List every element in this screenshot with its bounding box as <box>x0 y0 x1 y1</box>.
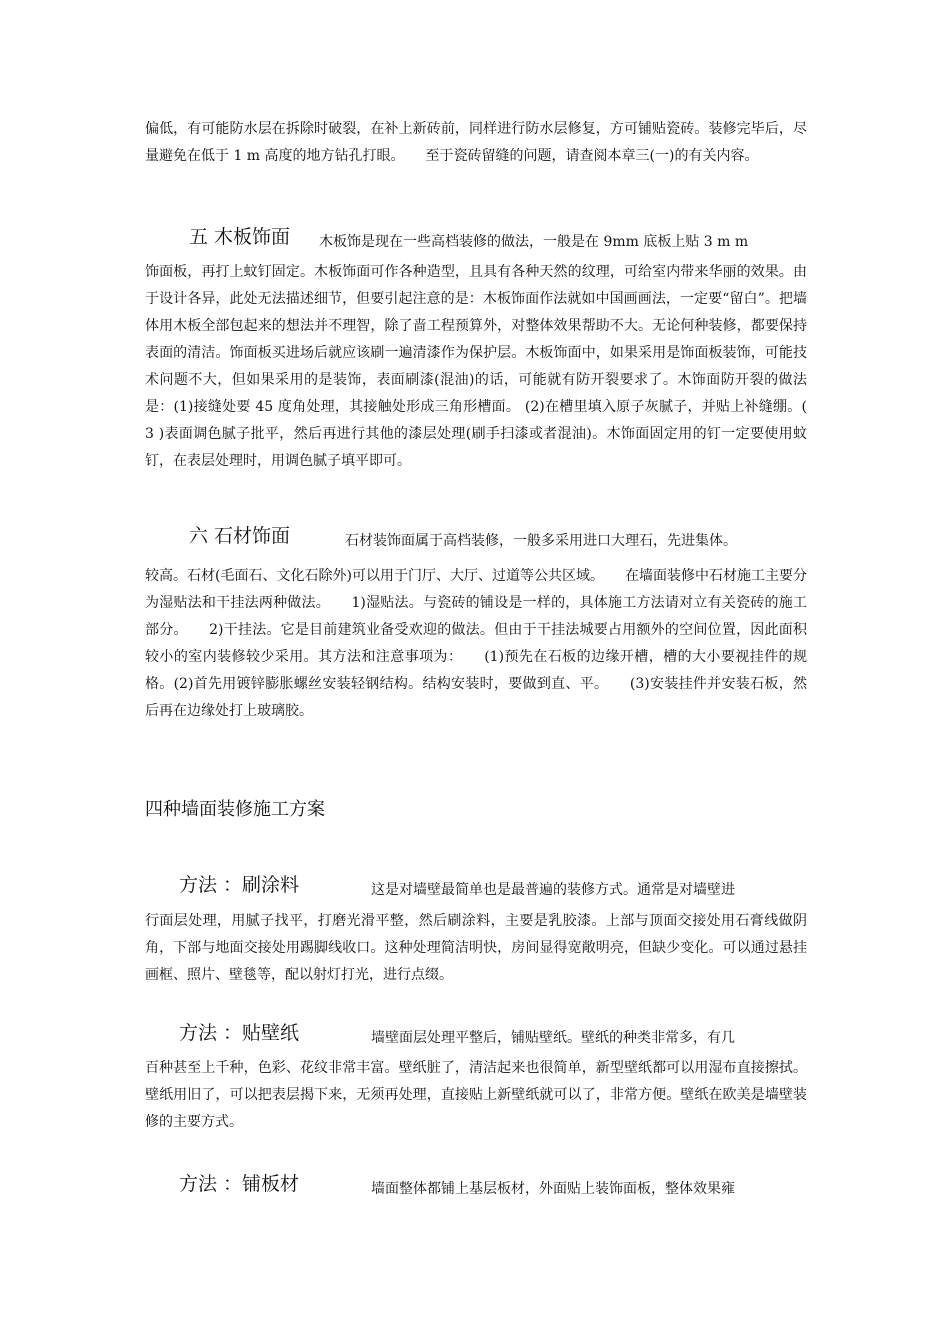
section-wood-heading: 五 木板饰面 <box>189 226 291 248</box>
method-wallpaper-heading-line <box>145 1018 807 1052</box>
section-stone-heading: 六 石材饰面 <box>189 525 291 547</box>
section-wood-heading-line <box>145 222 807 256</box>
section-stone-lead: 石材装饰面属于高档装修，一般多采用进口大理石，先进集体。 <box>345 533 737 549</box>
section-wood-lead: 木板饰是现在一些高档装修的做法，一般是在 9mm 底板上贴 3 m m <box>319 234 749 250</box>
method-board-heading-line <box>145 1169 807 1203</box>
section-stone-body: 较高。石材(毛面石、文化石除外)可以用于门厅、大厅、过道等公共区域。 在墙面装修中石材施工主要分为湿贴法和干挂法两种做法。 1)湿贴法。与瓷砖的铺设是一样的，具体施工方法请对立有关瓷砖的施工部分。 2)干挂法。它是目前建筑业备受欢迎的做法。但由于干挂法城要占用额外的空间位置，因此面积较小的室内装修较少采用。其方法和注意事项为： (1)预先在石板的边缘开槽，槽的大小要视挂件的规格。(2)首先用镀锌膨胀螺丝安装轻钢结构。结构安装时，要做到直、平。 (3)安装挂件并安装石板，然后再在边缘处打上玻璃胶。 <box>145 568 807 719</box>
section-wood-body: 饰面板，再打上蚊钉固定。木板饰面可作各种造型，且具有各种天然的纹理，可给室内带来华丽的效果。由于设计各异，此处无法描述细节，但要引起注意的是：木板饰面作法就如中国画画法，一定要“留白”。把墙体用木板全部包起来的想法并不理智，除了啬工程预算外，对整体效果帮助不大。无论何种装修，都要保持表面的清洁。饰面板买进场后就应该刷一遍清漆作为保护层。木板饰面中，如果采用是饰面板装饰，可能技术问题不大，但如果采用的是装饰，表面刷漆(混油)的话，可能就有防开裂要求了。木饰面防开裂的做法是：(1)接缝处要 45 度角处理，其接触处形成三角形槽面。 (2)在槽里填入原子灰腻子，并贴上补缝绷。( 3 )表面调色腻子批平，然后再进行其他的漆层处理(刷手扫漆或者混油)。木饰面固定用的钉一定要使用蚊钉，在表层处理时，用调色腻子填平即可。 <box>145 264 807 469</box>
method-paint-lead: 这是对墙壁最简单也是最普遍的装修方式。通常是对墙壁进 <box>371 882 735 898</box>
method-board-lead: 墙面整体都铺上基层板材，外面贴上装饰面板，整体效果雍 <box>371 1181 735 1197</box>
method-wallpaper-lead: 墙壁面层处理平整后，铺贴壁纸。壁纸的种类非常多，有几 <box>371 1030 735 1046</box>
method-paint-heading-line <box>145 870 807 904</box>
wall-methods-title: 四种墙面装修施工方案 <box>145 799 325 820</box>
method-board-heading: 方法 ：铺板材 <box>179 1173 300 1195</box>
method-paint-body: 行面层处理，用腻子找平，打磨光滑平整，然后刷涂料，主要是乳胶漆。上部与顶面交接处用石膏线做阴角，下部与地面交接处用踢脚线收口。这种处理简洁明快，房间显得宽敞明亮，但缺少变化。可以通过悬挂画框、照片、壁毯等，配以射灯打光，进行点缀。 <box>145 913 807 983</box>
method-paint-heading: 方法 ：刷涂料 <box>179 874 300 896</box>
method-wallpaper-body: 百种甚至上千种，色彩、花纹非常丰富。壁纸脏了，清洁起来也很简单，新型壁纸都可以用湿布直接擦拭。壁纸用旧了，可以把表层揭下来，无须再处理，直接贴上新壁纸就可以了，非常方便。壁纸在欧美是墙壁装修的主要方式。 <box>145 1060 807 1130</box>
intro-paragraph: 偏低，有可能防水层在拆除时破裂，在补上新砖前，同样进行防水层修复，方可铺贴瓷砖。装修完毕后，尽量避免在低于 1 m 高度的地方钻孔打眼。 至于瓷砖留缝的问题，请查阅本章三(一)的有关内容。 <box>145 121 807 164</box>
method-wallpaper-heading: 方法 ：贴壁纸 <box>179 1022 300 1044</box>
section-stone-heading-line <box>145 521 807 555</box>
